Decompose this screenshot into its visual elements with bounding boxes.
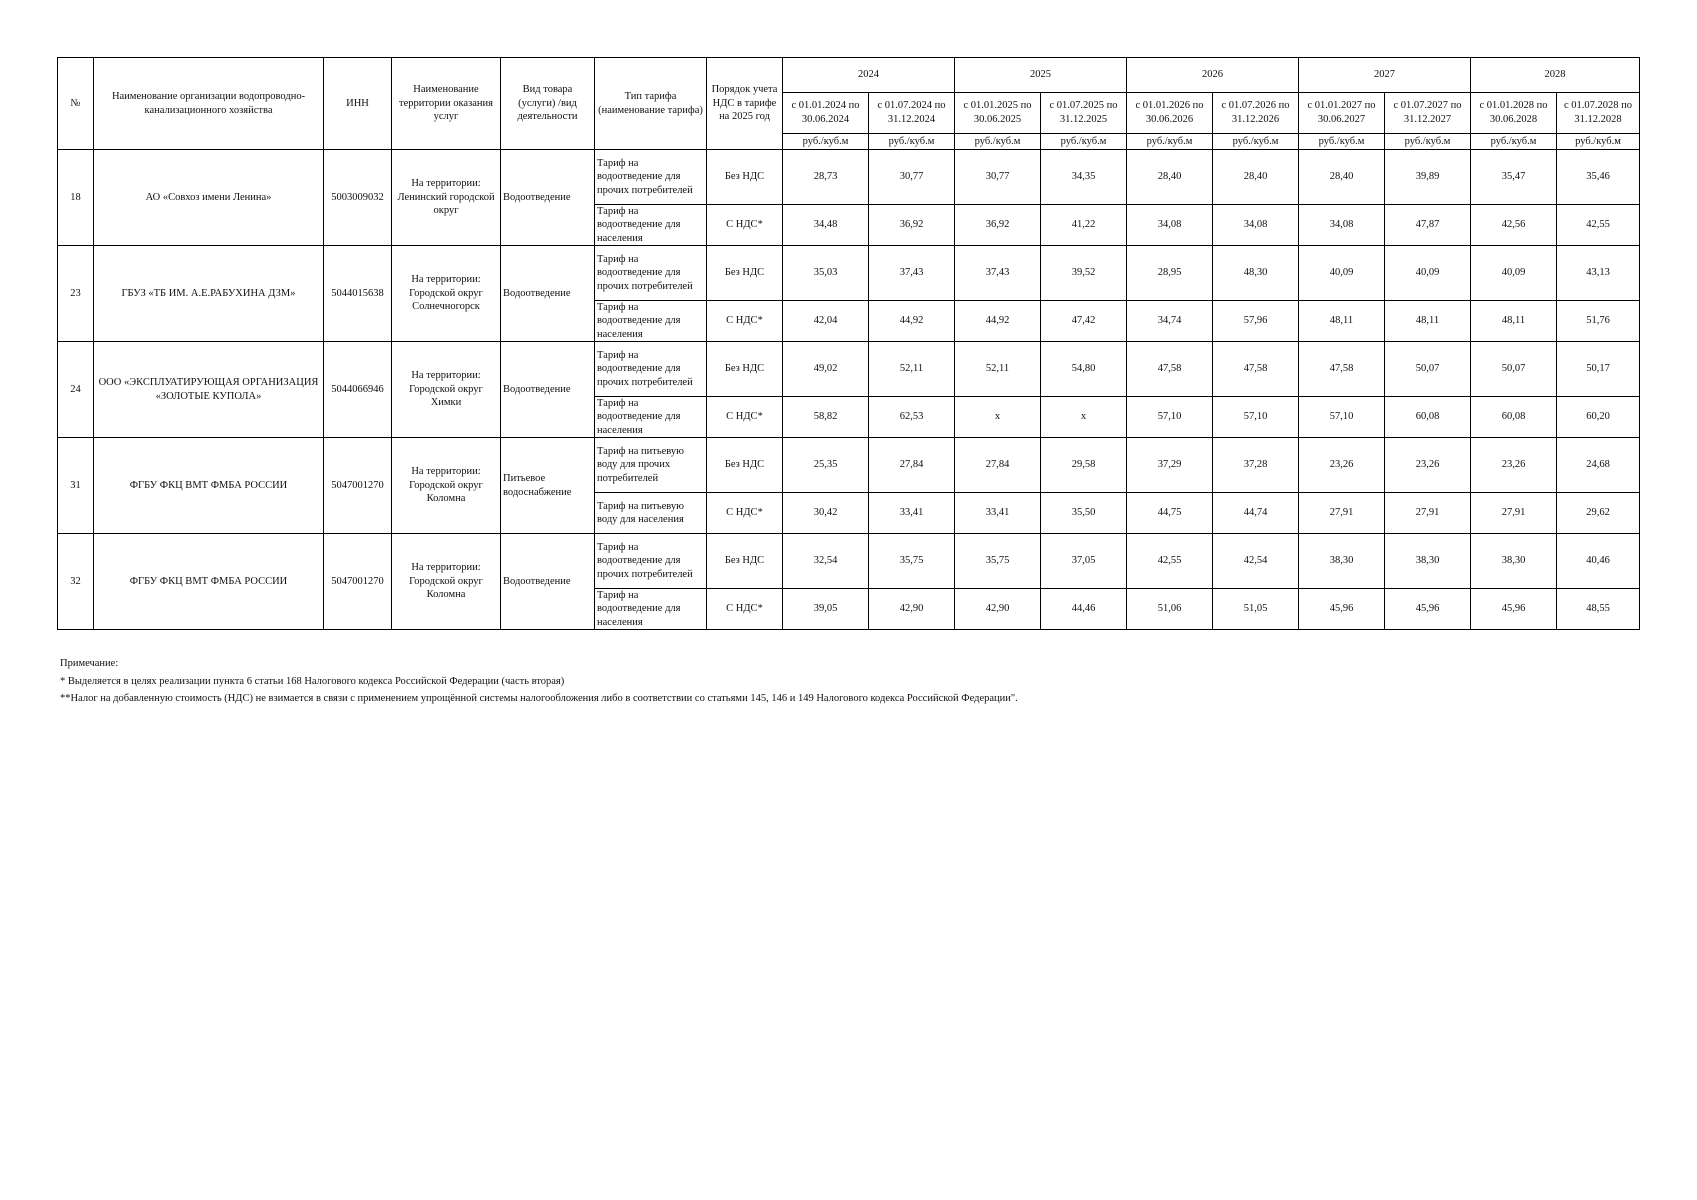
tariff-value-cell: x bbox=[955, 397, 1041, 438]
tariff-value-cell: 37,43 bbox=[955, 246, 1041, 301]
tariff-value-cell: 37,28 bbox=[1213, 438, 1299, 493]
table-header bbox=[58, 58, 1640, 150]
inn-cell: 5044015638 bbox=[324, 246, 392, 342]
vat-order-cell: Без НДС bbox=[707, 342, 783, 397]
tariff-value-cell: 52,11 bbox=[869, 342, 955, 397]
tariff-value-cell: 50,07 bbox=[1385, 342, 1471, 397]
tariff-value-cell: 35,75 bbox=[955, 534, 1041, 589]
tariff-value-cell: 47,42 bbox=[1041, 301, 1127, 342]
tariff-value-cell: 58,82 bbox=[783, 397, 869, 438]
header-period: с 01.01.2028 по 30.06.2028 bbox=[1471, 93, 1557, 134]
tariff-value-cell: 36,92 bbox=[955, 205, 1041, 246]
tariff-value-cell: 35,75 bbox=[869, 534, 955, 589]
inn-cell: 5003009032 bbox=[324, 150, 392, 246]
tariff-value-cell: 44,92 bbox=[869, 301, 955, 342]
header-year: 2025 bbox=[955, 58, 1127, 93]
notes-section bbox=[60, 655, 1018, 708]
header-territory: Наименование территории оказания услуг bbox=[392, 58, 501, 150]
header-unit: руб./куб.м bbox=[1041, 134, 1127, 150]
tariff-value-cell: 57,10 bbox=[1299, 397, 1385, 438]
tariff-value-cell: 33,41 bbox=[955, 493, 1041, 534]
header-inn: ИНН bbox=[324, 58, 392, 150]
vat-order-cell: Без НДС bbox=[707, 246, 783, 301]
tariff-value-cell: 47,87 bbox=[1385, 205, 1471, 246]
row-number-cell: 18 bbox=[58, 150, 94, 246]
note-line: **Налог на добавленную стоимость (НДС) не взимается в связи с применением упрощённой системы налогообложения либо в соответствии со статьями 145, 146 и 149 Налогового кодекса Российской Федерации". bbox=[60, 693, 1018, 704]
tariff-value-cell: 44,46 bbox=[1041, 589, 1127, 630]
tariff-value-cell: 45,96 bbox=[1385, 589, 1471, 630]
tariff-value-cell: 28,95 bbox=[1127, 246, 1213, 301]
tariff-value-cell: 60,20 bbox=[1557, 397, 1640, 438]
tariff-value-cell: 51,06 bbox=[1127, 589, 1213, 630]
organization-cell: АО «Совхоз имени Ленина» bbox=[94, 150, 324, 246]
tariff-value-cell: 45,96 bbox=[1299, 589, 1385, 630]
tariff-value-cell: 52,11 bbox=[955, 342, 1041, 397]
tariff-value-cell: 34,08 bbox=[1213, 205, 1299, 246]
tariff-value-cell: 28,73 bbox=[783, 150, 869, 205]
tariff-type-cell: Тариф на водоотведение для прочих потребителей bbox=[595, 150, 707, 205]
header-period: с 01.01.2025 по 30.06.2025 bbox=[955, 93, 1041, 134]
inn-cell: 5044066946 bbox=[324, 342, 392, 438]
table-row bbox=[58, 342, 1640, 397]
tariff-type-cell: Тариф на питьевую воду для населения bbox=[595, 493, 707, 534]
header-unit: руб./куб.м bbox=[869, 134, 955, 150]
row-number-cell: 23 bbox=[58, 246, 94, 342]
tariff-value-cell: 48,11 bbox=[1299, 301, 1385, 342]
tariff-value-cell: 23,26 bbox=[1385, 438, 1471, 493]
tariff-value-cell: 38,30 bbox=[1299, 534, 1385, 589]
header-period: с 01.07.2028 по 31.12.2028 bbox=[1557, 93, 1640, 134]
tariff-value-cell: 50,07 bbox=[1471, 342, 1557, 397]
header-unit: руб./куб.м bbox=[1127, 134, 1213, 150]
tariff-value-cell: 48,11 bbox=[1471, 301, 1557, 342]
header-vat-order: Порядок учета НДС в тарифе на 2025 год bbox=[707, 58, 783, 150]
tariff-value-cell: 39,89 bbox=[1385, 150, 1471, 205]
tariff-value-cell: 42,54 bbox=[1213, 534, 1299, 589]
tariff-value-cell: 42,55 bbox=[1127, 534, 1213, 589]
vat-order-cell: С НДС* bbox=[707, 301, 783, 342]
tariff-value-cell: 48,30 bbox=[1213, 246, 1299, 301]
tariff-value-cell: 40,09 bbox=[1471, 246, 1557, 301]
tariff-value-cell: 34,74 bbox=[1127, 301, 1213, 342]
tariff-value-cell: 44,74 bbox=[1213, 493, 1299, 534]
territory-cell: На территории: Городской округ Солнечногорск bbox=[392, 246, 501, 342]
tariff-value-cell: 40,09 bbox=[1299, 246, 1385, 301]
tariff-value-cell: 33,41 bbox=[869, 493, 955, 534]
table-row bbox=[58, 246, 1640, 301]
header-period: с 01.07.2026 по 31.12.2026 bbox=[1213, 93, 1299, 134]
tariff-value-cell: 23,26 bbox=[1299, 438, 1385, 493]
tariff-value-cell: 27,84 bbox=[869, 438, 955, 493]
tariff-type-cell: Тариф на водоотведение для населения bbox=[595, 205, 707, 246]
tariff-value-cell: 39,52 bbox=[1041, 246, 1127, 301]
header-num: № bbox=[58, 58, 94, 150]
table-body bbox=[58, 150, 1640, 630]
tariff-value-cell: 42,56 bbox=[1471, 205, 1557, 246]
tariff-value-cell: 48,55 bbox=[1557, 589, 1640, 630]
tariff-value-cell: 34,48 bbox=[783, 205, 869, 246]
tariff-value-cell: 42,90 bbox=[955, 589, 1041, 630]
tariff-value-cell: 44,92 bbox=[955, 301, 1041, 342]
tariff-value-cell: 34,08 bbox=[1299, 205, 1385, 246]
row-number-cell: 32 bbox=[58, 534, 94, 630]
vat-order-cell: Без НДС bbox=[707, 438, 783, 493]
table-row bbox=[58, 438, 1640, 493]
tariff-type-cell: Тариф на водоотведение для населения bbox=[595, 301, 707, 342]
tariff-value-cell: 38,30 bbox=[1385, 534, 1471, 589]
tariff-value-cell: 37,43 bbox=[869, 246, 955, 301]
tariff-value-cell: 30,77 bbox=[869, 150, 955, 205]
tariff-value-cell: 37,29 bbox=[1127, 438, 1213, 493]
tariff-value-cell: 38,30 bbox=[1471, 534, 1557, 589]
tariff-value-cell: 36,92 bbox=[869, 205, 955, 246]
tariff-value-cell: 57,10 bbox=[1213, 397, 1299, 438]
header-activity: Вид товара (услуги) /вид деятельности bbox=[501, 58, 595, 150]
vat-order-cell: С НДС* bbox=[707, 589, 783, 630]
tariff-value-cell: 30,42 bbox=[783, 493, 869, 534]
tariff-value-cell: 47,58 bbox=[1299, 342, 1385, 397]
notes-title: Примечание: bbox=[60, 658, 119, 669]
tariff-value-cell: 57,10 bbox=[1127, 397, 1213, 438]
header-period: с 01.01.2027 по 30.06.2027 bbox=[1299, 93, 1385, 134]
tariff-value-cell: 62,53 bbox=[869, 397, 955, 438]
tariff-value-cell: 28,40 bbox=[1299, 150, 1385, 205]
tariff-value-cell: 48,11 bbox=[1385, 301, 1471, 342]
header-year: 2026 bbox=[1127, 58, 1299, 93]
territory-cell: На территории: Городской округ Коломна bbox=[392, 534, 501, 630]
territory-cell: На территории: Городской округ Химки bbox=[392, 342, 501, 438]
tariff-value-cell: 42,90 bbox=[869, 589, 955, 630]
header-tariff-type: Тип тарифа (наименование тарифа) bbox=[595, 58, 707, 150]
tariff-type-cell: Тариф на водоотведение для прочих потребителей bbox=[595, 534, 707, 589]
tariff-value-cell: 25,35 bbox=[783, 438, 869, 493]
tariff-value-cell: 50,17 bbox=[1557, 342, 1640, 397]
tariff-value-cell: 49,02 bbox=[783, 342, 869, 397]
tariff-value-cell: 42,55 bbox=[1557, 205, 1640, 246]
tariff-type-cell: Тариф на водоотведение для населения bbox=[595, 397, 707, 438]
header-period: с 01.01.2024 по 30.06.2024 bbox=[783, 93, 869, 134]
tariff-value-cell: 34,35 bbox=[1041, 150, 1127, 205]
table-row bbox=[58, 534, 1640, 589]
header-unit: руб./куб.м bbox=[1557, 134, 1640, 150]
row-number-cell: 31 bbox=[58, 438, 94, 534]
header-org: Наименование организации водопроводно-канализационного хозяйства bbox=[94, 58, 324, 150]
tariff-value-cell: 41,22 bbox=[1041, 205, 1127, 246]
inn-cell: 5047001270 bbox=[324, 534, 392, 630]
tariff-value-cell: 45,96 bbox=[1471, 589, 1557, 630]
tariff-value-cell: 28,40 bbox=[1127, 150, 1213, 205]
activity-cell: Водоотведение bbox=[501, 342, 595, 438]
inn-cell: 5047001270 bbox=[324, 438, 392, 534]
tariff-value-cell: 32,54 bbox=[783, 534, 869, 589]
tariff-value-cell: 39,05 bbox=[783, 589, 869, 630]
tariff-value-cell: 60,08 bbox=[1471, 397, 1557, 438]
activity-cell: Водоотведение bbox=[501, 534, 595, 630]
note-line: * Выделяется в целях реализации пункта 6 статьи 168 Налогового кодекса Российской Федерации (часть вторая) bbox=[60, 675, 565, 687]
tariff-value-cell: 37,05 bbox=[1041, 534, 1127, 589]
header-unit: руб./куб.м bbox=[1385, 134, 1471, 150]
vat-order-cell: С НДС* bbox=[707, 397, 783, 438]
tariff-value-cell: 35,46 bbox=[1557, 150, 1640, 205]
tariff-type-cell: Тариф на питьевую воду для прочих потребителей bbox=[595, 438, 707, 493]
organization-cell: ООО «ЭКСПЛУАТИРУЮЩАЯ ОРГАНИЗАЦИЯ «ЗОЛОТЫЕ КУПОЛА» bbox=[94, 342, 324, 438]
organization-cell: ФГБУ ФКЦ ВМТ ФМБА РОССИИ bbox=[94, 534, 324, 630]
header-year: 2027 bbox=[1299, 58, 1471, 93]
header-unit: руб./куб.м bbox=[783, 134, 869, 150]
tariff-value-cell: 60,08 bbox=[1385, 397, 1471, 438]
tariff-type-cell: Тариф на водоотведение для прочих потребителей bbox=[595, 246, 707, 301]
header-unit: руб./куб.м bbox=[1299, 134, 1385, 150]
vat-order-cell: С НДС* bbox=[707, 205, 783, 246]
tariff-value-cell: 23,26 bbox=[1471, 438, 1557, 493]
tariff-value-cell: 54,80 bbox=[1041, 342, 1127, 397]
tariff-value-cell: 40,46 bbox=[1557, 534, 1640, 589]
activity-cell: Водоотведение bbox=[501, 246, 595, 342]
tariff-value-cell: 57,96 bbox=[1213, 301, 1299, 342]
header-period: с 01.07.2025 по 31.12.2025 bbox=[1041, 93, 1127, 134]
tariff-value-cell: 27,91 bbox=[1299, 493, 1385, 534]
organization-cell: ГБУЗ «ТБ ИМ. А.Е.РАБУХИНА ДЗМ» bbox=[94, 246, 324, 342]
tariff-value-cell: 43,13 bbox=[1557, 246, 1640, 301]
tariff-value-cell: x bbox=[1041, 397, 1127, 438]
vat-order-cell: С НДС* bbox=[707, 493, 783, 534]
tariff-value-cell: 42,04 bbox=[783, 301, 869, 342]
header-period: с 01.07.2024 по 31.12.2024 bbox=[869, 93, 955, 134]
header-unit: руб./куб.м bbox=[1471, 134, 1557, 150]
tariff-value-cell: 28,40 bbox=[1213, 150, 1299, 205]
tariff-type-cell: Тариф на водоотведение для населения bbox=[595, 589, 707, 630]
territory-cell: На территории: Ленинский городской округ bbox=[392, 150, 501, 246]
tariff-value-cell: 44,75 bbox=[1127, 493, 1213, 534]
tariff-value-cell: 27,91 bbox=[1471, 493, 1557, 534]
tariff-value-cell: 51,76 bbox=[1557, 301, 1640, 342]
tariff-value-cell: 30,77 bbox=[955, 150, 1041, 205]
activity-cell: Водоотведение bbox=[501, 150, 595, 246]
header-period: с 01.01.2026 по 30.06.2026 bbox=[1127, 93, 1213, 134]
header-year: 2024 bbox=[783, 58, 955, 93]
tariff-value-cell: 35,03 bbox=[783, 246, 869, 301]
tariff-type-cell: Тариф на водоотведение для прочих потребителей bbox=[595, 342, 707, 397]
tariff-value-cell: 29,62 bbox=[1557, 493, 1640, 534]
tariff-value-cell: 47,58 bbox=[1213, 342, 1299, 397]
tariff-value-cell: 35,50 bbox=[1041, 493, 1127, 534]
tariff-value-cell: 34,08 bbox=[1127, 205, 1213, 246]
row-number-cell: 24 bbox=[58, 342, 94, 438]
tariff-value-cell: 40,09 bbox=[1385, 246, 1471, 301]
tariff-value-cell: 27,84 bbox=[955, 438, 1041, 493]
header-year: 2028 bbox=[1471, 58, 1640, 93]
tariff-value-cell: 24,68 bbox=[1557, 438, 1640, 493]
vat-order-cell: Без НДС bbox=[707, 150, 783, 205]
table-row bbox=[58, 150, 1640, 205]
tariff-value-cell: 35,47 bbox=[1471, 150, 1557, 205]
tariff-value-cell: 27,91 bbox=[1385, 493, 1471, 534]
territory-cell: На территории: Городской округ Коломна bbox=[392, 438, 501, 534]
vat-order-cell: Без НДС bbox=[707, 534, 783, 589]
activity-cell: Питьевое водоснабжение bbox=[501, 438, 595, 534]
header-unit: руб./куб.м bbox=[955, 134, 1041, 150]
organization-cell: ФГБУ ФКЦ ВМТ ФМБА РОССИИ bbox=[94, 438, 324, 534]
header-period: с 01.07.2027 по 31.12.2027 bbox=[1385, 93, 1471, 134]
header-unit: руб./куб.м bbox=[1213, 134, 1299, 150]
tariff-value-cell: 51,05 bbox=[1213, 589, 1299, 630]
tariff-value-cell: 29,58 bbox=[1041, 438, 1127, 493]
tariff-value-cell: 47,58 bbox=[1127, 342, 1213, 397]
tariff-table bbox=[57, 57, 1640, 630]
